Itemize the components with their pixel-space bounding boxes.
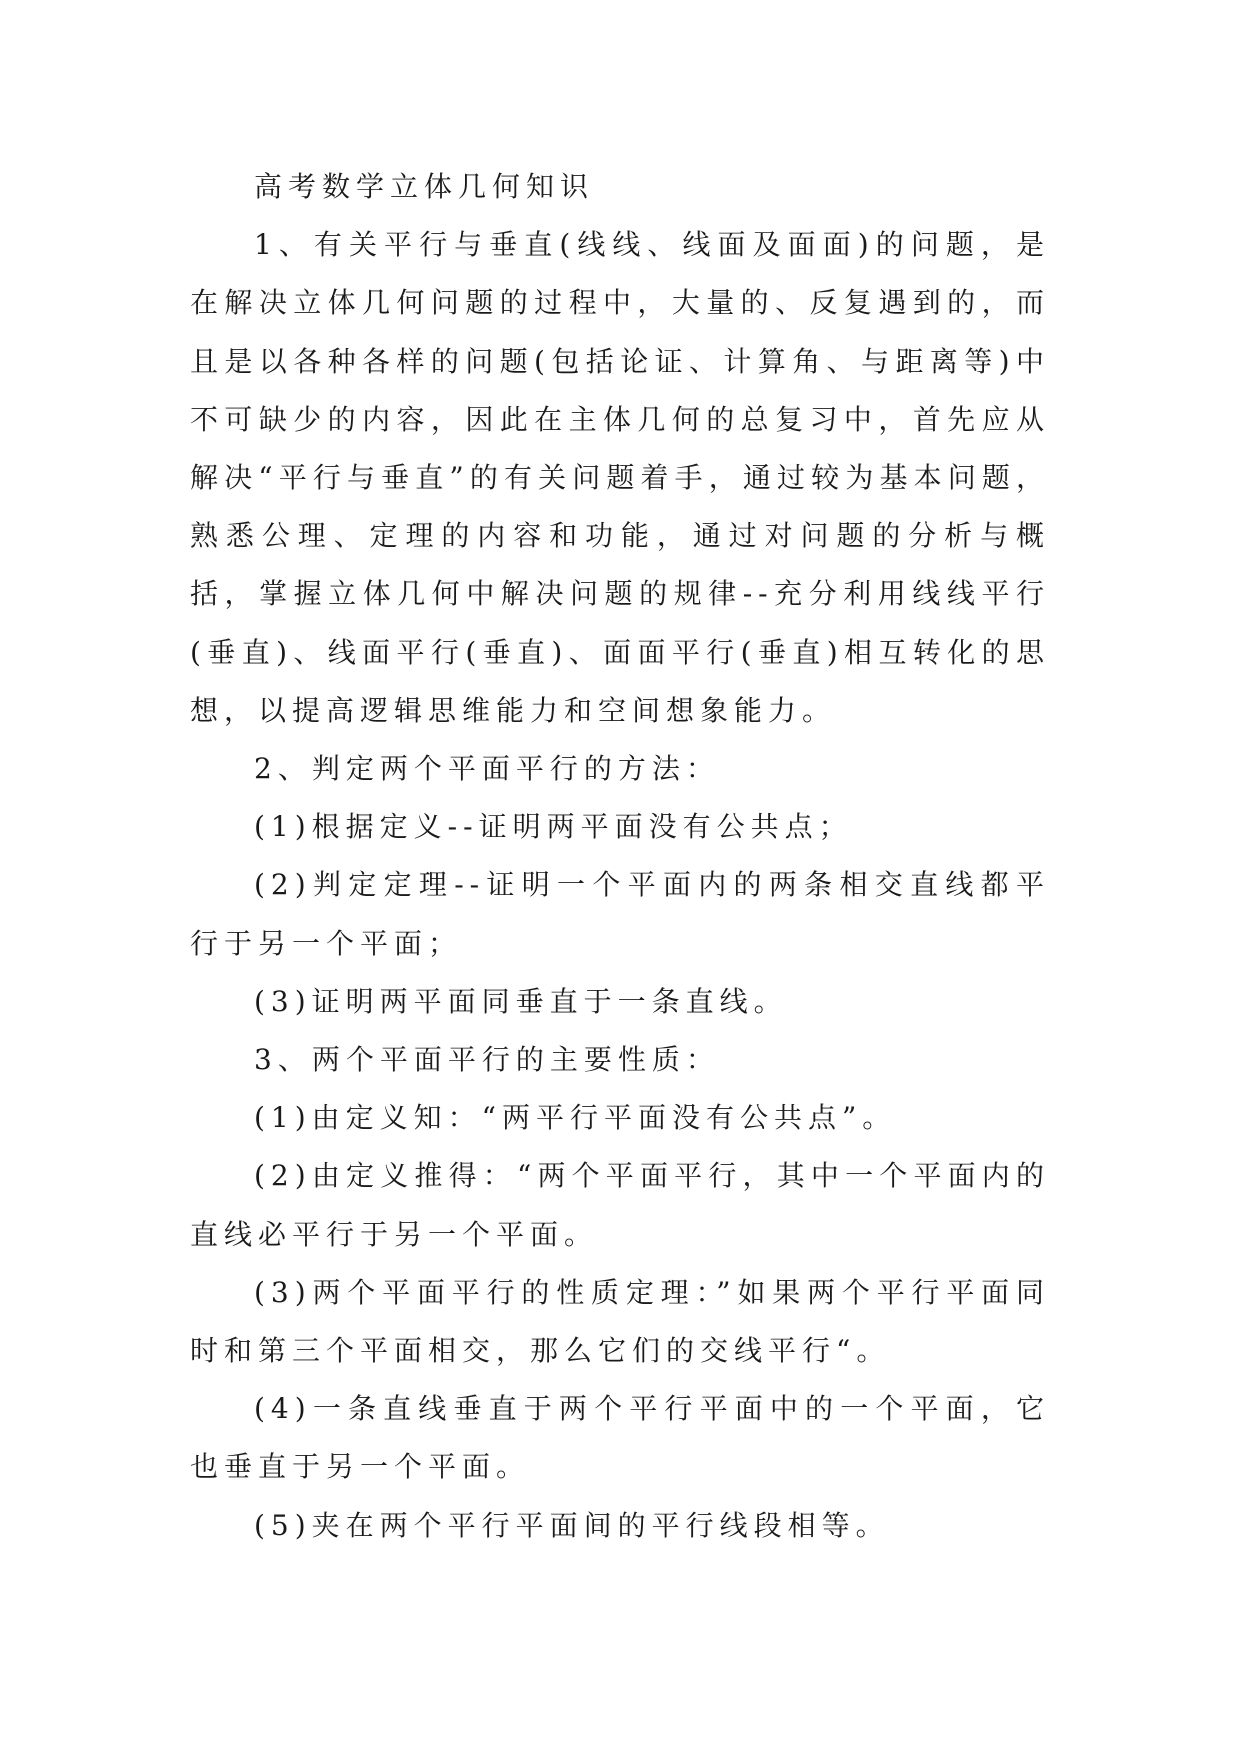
- heading-plane-parallel-properties: 3、两个平面平行的主要性质：: [254, 1043, 720, 1077]
- list-item-property-2: (2)由定义推得：“两个平面平行，其中一个平面内的直线必平行于另一个平面。: [190, 1159, 1050, 1251]
- list-item-property-4: (4)一条直线垂直于两个平行平面中的一个平面，它也垂直于另一个平面。: [190, 1392, 1050, 1484]
- list-item-method-3: (3)证明两平面同垂直于一条直线。: [254, 984, 788, 1018]
- document-body: [190, 158, 1050, 1555]
- heading-plane-parallel-methods: 2、判定两个平面平行的方法：: [254, 752, 720, 786]
- list-item-method-1: (1)根据定义--证明两平面没有公共点；: [254, 810, 853, 844]
- list-item-method-2: (2)判定定理--证明一个平面内的两条相交直线都平行于另一个平面；: [190, 868, 1050, 960]
- list-item-property-5: (5)夹在两个平行平面间的平行线段相等。: [254, 1508, 890, 1542]
- document-title: 高考数学立体几何知识: [254, 170, 595, 203]
- list-item-property-3: (3)两个平面平行的性质定理：”如果两个平行平面同时和第三个平面相交，那么它们的交线平行“。: [190, 1275, 1050, 1368]
- paragraph-parallel-perpendicular-intro: 1、有关平行与垂直(线线、线面及面面)的问题，是在解决立体几何问题的过程中，大量的、反复遇到的，而且是以各种各样的问题(包括论证、计算角、与距离等)中不可缺少的内容，因此在主体几何的总复习中，首先应从解决“平行与垂直”的有关问题着手，通过较为基本问题，熟悉公理、定理的内容和功能，通过对问题的分析与概括，掌握立体几何中解决问题的规律--充分利用线线平行(垂直)、线面平行(垂直)、面面平行(垂直)相互转化的思想，以提高逻辑思维能力和空间想象能力。: [190, 228, 1050, 727]
- list-item-property-1: (1)由定义知：“两平行平面没有公共点”。: [254, 1101, 897, 1135]
